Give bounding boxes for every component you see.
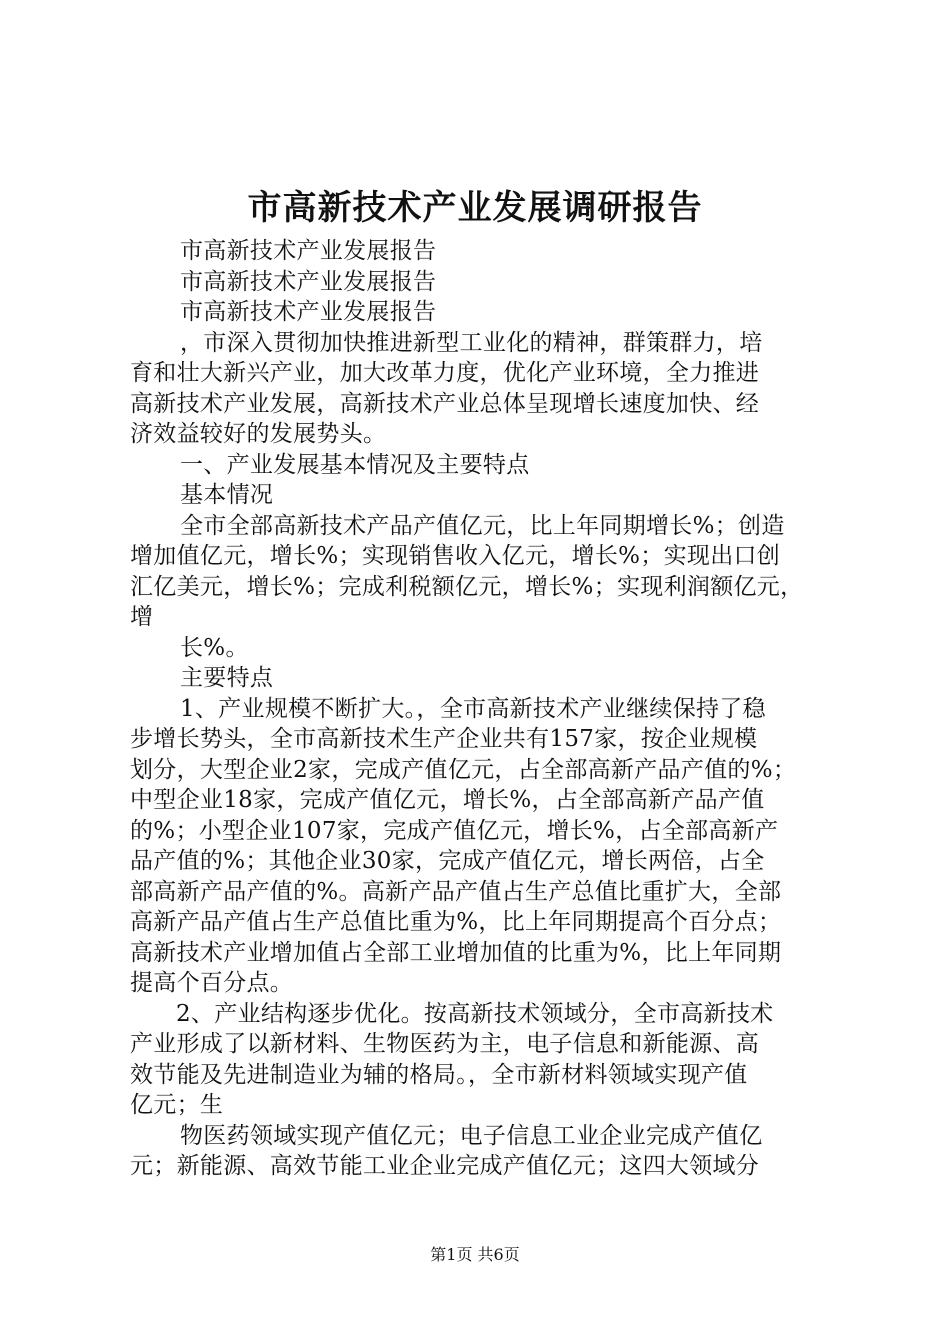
paragraph-line: 育和壮大新兴产业，加大改革力度，优化产业环境，全力推进 xyxy=(130,360,760,386)
paragraph-line: 产业形成了以新材料、生物医药为主，电子信息和新能源、高 xyxy=(130,1031,760,1057)
paragraph-line: 亿元；生 xyxy=(130,1092,224,1118)
paragraph-line: 一、产业发展基本情况及主要特点 xyxy=(180,451,530,478)
document-title: 市高新技术产业发展调研报告 xyxy=(247,188,703,228)
document-body xyxy=(130,236,830,1182)
paragraph-line: 全市全部高新技术产品产值亿元，比上年同期增长%；创造 xyxy=(180,512,785,539)
paragraph-line: 主要特点 xyxy=(180,665,274,691)
paragraph-line: 高新技术产业发展，高新技术产业总体呈现增长速度加快、经 xyxy=(130,390,760,417)
paragraph-line: 市高新技术产业发展报告 xyxy=(180,299,437,325)
paragraph-line: 市高新技术产业发展报告 xyxy=(180,238,437,264)
paragraph-line: 基本情况 xyxy=(180,482,274,508)
paragraph-line: 增 xyxy=(130,604,154,630)
paragraph-line: 品产值的%；其他企业30家，完成产值亿元，增长两倍，占全 xyxy=(130,848,765,874)
paragraph-line: 市高新技术产业发展报告 xyxy=(180,268,437,295)
paragraph-line: ，市深入贯彻加快推进新型工业化的精神，群策群力，培 xyxy=(180,329,763,356)
paragraph-line: 物医药领域实现产值亿元；电子信息工业企业完成产值亿 xyxy=(180,1122,763,1149)
paragraph-line: 1、产业规模不断扩大。，全市高新技术产业继续保持了稳 xyxy=(180,695,766,722)
paragraph-line: 2、产业结构逐步优化。按高新技术领域分，全市高新技术 xyxy=(176,1000,774,1027)
paragraph-line: 提高个百分点。 xyxy=(130,970,294,996)
paragraph-line: 中型企业18家，完成产值亿元，增长%，占全部高新产品产值 xyxy=(130,787,765,813)
paragraph-line: 高新产品产值占生产总值比重为%，比上年同期提高个百分点； xyxy=(130,909,782,935)
paragraph-line: 效节能及先进制造业为辅的格局。，全市新材料领域实现产值 xyxy=(130,1061,748,1088)
paragraph-line: 高新技术产业增加值占全部工业增加值的比重为%，比上年同期 xyxy=(130,939,782,966)
paragraph-line: 增加值亿元，增长%；实现销售收入亿元，增长%；实现出口创 xyxy=(130,543,781,569)
paragraph-line: 划分，大型企业2家，完成产值亿元，占全部高新产品产值的%； xyxy=(130,756,797,783)
paragraph-line: 部高新产品产值的%。高新产品产值占生产总值比重扩大，全部 xyxy=(130,878,782,905)
page-footer: 第1页 共6页 xyxy=(430,1245,520,1264)
paragraph-line: 元；新能源、高效节能工业企业完成产值亿元；这四大领域分 xyxy=(130,1153,760,1179)
paragraph-line: 长%。 xyxy=(180,634,249,661)
paragraph-line: 济效益较好的发展势头。 xyxy=(130,421,387,447)
paragraph-line: 汇亿美元，增长%；完成利税额亿元，增长%；实现利润额亿元， xyxy=(130,573,804,600)
paragraph-line: 的%；小型企业107家，完成产值亿元，增长%，占全部高新产 xyxy=(130,817,779,844)
paragraph-line: 步增长势头，全市高新技术生产企业共有157家，按企业规模 xyxy=(130,726,758,752)
